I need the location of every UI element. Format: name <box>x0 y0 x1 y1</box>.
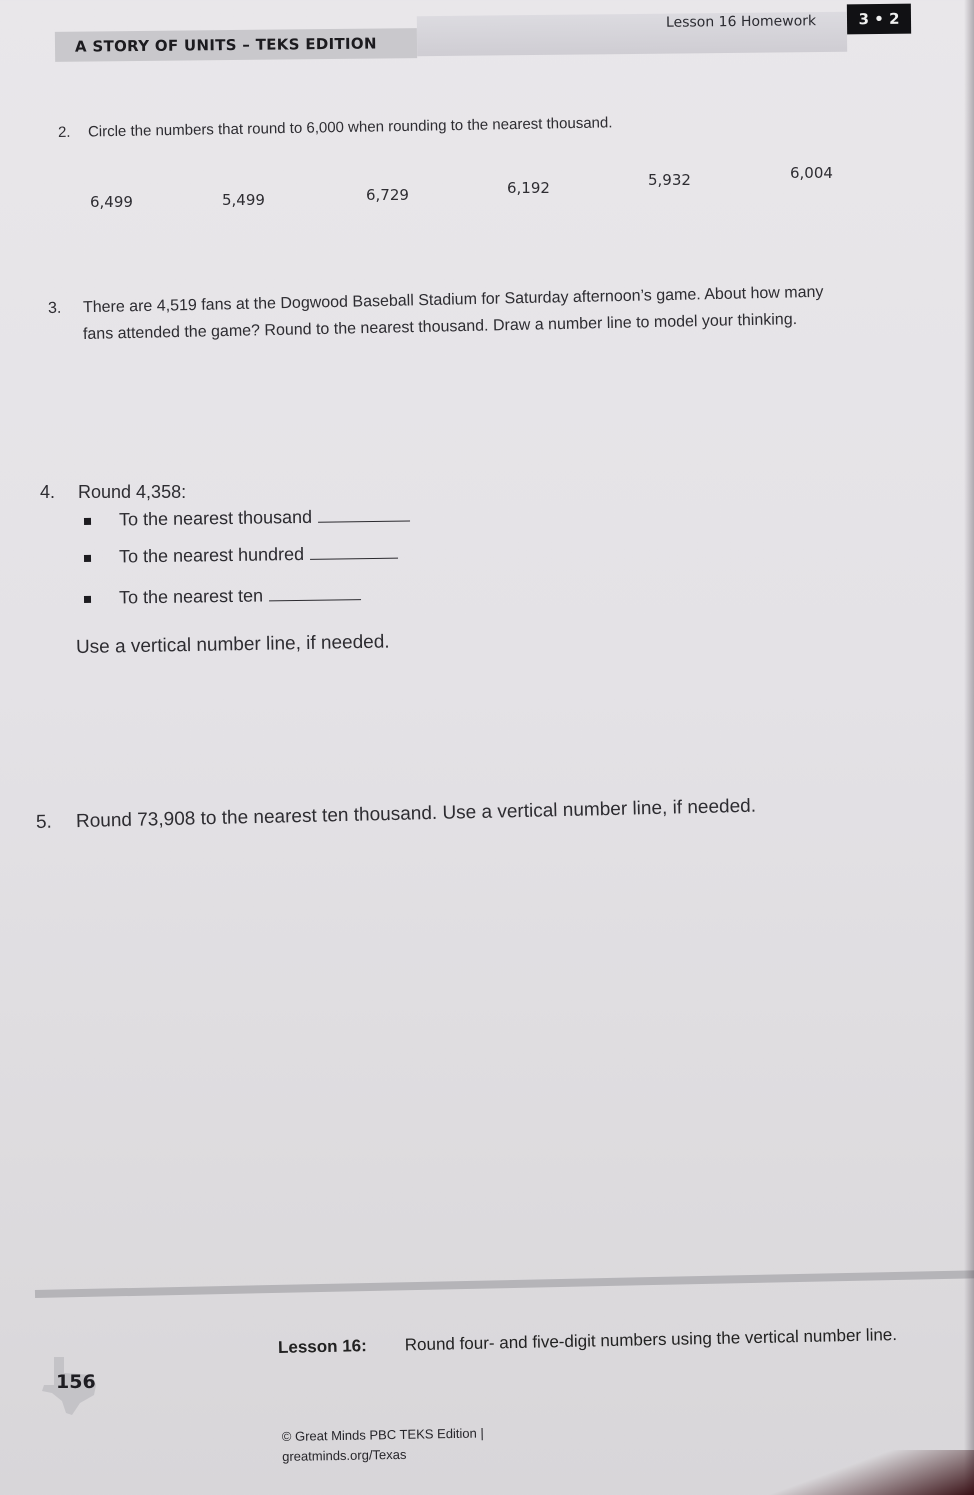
round-item-label: To the nearest hundred <box>118 543 305 567</box>
question-3-continued: fans attended the game? Round to the nearest thousand. Draw a number line to model your thinking. <box>82 311 798 343</box>
q2-option[interactable]: 6,729 <box>366 186 409 204</box>
lesson-label: Lesson 16 Homework <box>665 13 817 31</box>
q2-option[interactable]: 6,004 <box>790 164 833 182</box>
round-item-label: To the nearest thousand <box>118 506 313 530</box>
answer-blank-hundred[interactable] <box>310 557 398 560</box>
q2-option[interactable]: 6,192 <box>507 179 550 197</box>
question-2 <box>58 114 613 141</box>
page-edge-shadow <box>964 0 974 1495</box>
question-5-number: 5. <box>35 811 53 833</box>
question-3-number: 3. <box>47 299 62 317</box>
question-4-text: Round 4,358: <box>78 482 187 502</box>
round-item-hundred <box>84 543 398 568</box>
question-3-line-1: There are 4,519 fans at the Dogwood Baseball Stadium for Saturday afternoon’s game. About how many <box>82 283 824 317</box>
question-4-number: 4. <box>40 482 56 502</box>
answer-blank-ten[interactable] <box>269 598 361 601</box>
page-number: 156 <box>56 1371 96 1393</box>
question-5 <box>36 796 757 834</box>
question-5-text: Round 73,908 to the nearest ten thousand. Use a vertical number line, if needed. <box>75 795 757 833</box>
footer-lesson-name: Lesson 16: <box>277 1336 367 1357</box>
q2-option[interactable]: 5,932 <box>648 171 691 189</box>
series-title: A STORY OF UNITS – TEKS EDITION <box>55 28 417 62</box>
module-badge: 3 • 2 <box>847 4 911 35</box>
copyright-line-2: greatminds.org/Texas <box>282 1446 407 1464</box>
footer-divider <box>35 1270 974 1298</box>
question-4 <box>40 482 186 503</box>
round-item-ten <box>84 584 361 609</box>
question-2-number: 2. <box>57 123 71 141</box>
footer-lesson <box>278 1325 897 1358</box>
question-4-hint: Use a vertical number line, if needed. <box>75 631 390 658</box>
bullet-icon <box>84 596 91 603</box>
round-item-thousand <box>84 505 410 531</box>
question-2-text: Circle the numbers that round to 6,000 when rounding to the nearest thousand. <box>87 114 613 141</box>
q2-option[interactable]: 6,499 <box>90 193 133 211</box>
bullet-icon <box>84 555 91 562</box>
round-item-label: To the nearest ten <box>118 585 264 608</box>
copyright-line-1: © Great Minds PBC TEKS Edition | <box>281 1425 484 1445</box>
footer-lesson-objective: Round four- and five-digit numbers using the vertical number line. <box>404 1325 898 1355</box>
bullet-icon <box>84 518 91 525</box>
copyright <box>282 1423 485 1467</box>
q2-option[interactable]: 5,499 <box>222 191 265 209</box>
answer-blank-thousand[interactable] <box>318 519 410 522</box>
background-corner <box>754 1450 974 1495</box>
